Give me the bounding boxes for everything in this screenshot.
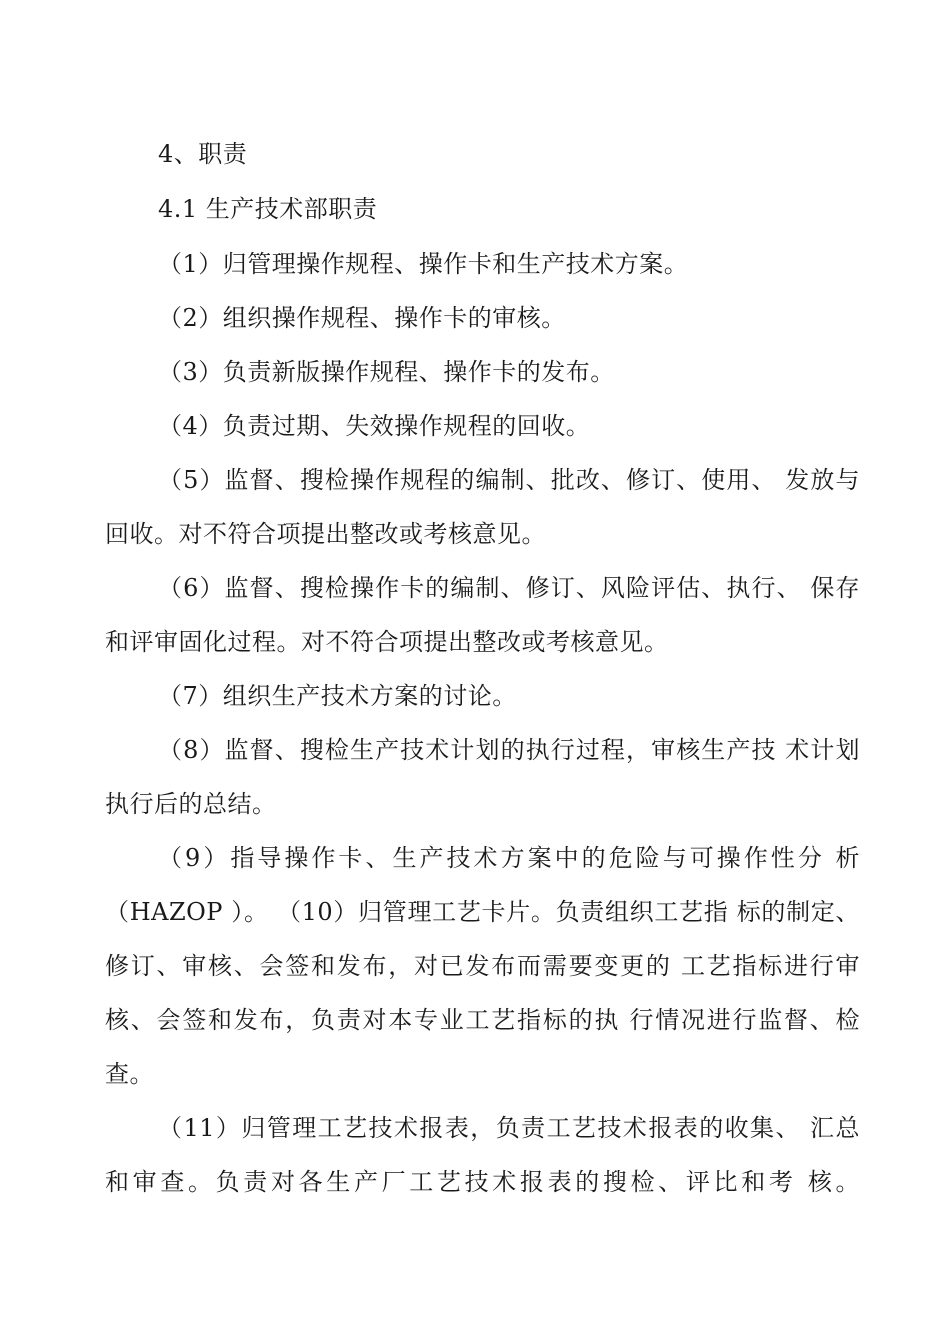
paragraph-line: 查。	[105, 1060, 154, 1088]
paragraph-line: 回收。对不符合项提出整改或考核意见。	[105, 520, 546, 548]
paragraph-line: （6）监督、搜检操作卡的编制、修订、风险评估、执行、 保存	[158, 574, 860, 602]
paragraph-line: 和审查。负责对各生产厂工艺技术报表的搜检、评比和考 核。	[105, 1168, 860, 1196]
paragraph-line: （11）归管理工艺技术报表，负责工艺技术报表的收集、 汇总	[158, 1114, 860, 1142]
paragraph-line: （4）负责过期、失效操作规程的回收。	[158, 412, 591, 440]
subsection-heading: 4.1 生产技术部职责	[158, 195, 378, 223]
paragraph-line: 修订、审核、会签和发布，对已发布而需要变更的 工艺指标进行审	[105, 952, 860, 980]
paragraph-line: （9）指导操作卡、生产技术方案中的危险与可操作性分 析	[158, 844, 860, 872]
paragraph-line: （HAZOP ）。 （10）归管理工艺卡片。负责组织工艺指 标的制定、	[105, 898, 860, 926]
paragraph-line: （1）归管理操作规程、操作卡和生产技术方案。	[158, 250, 689, 278]
paragraph-line: （8）监督、搜检生产技术计划的执行过程，审核生产技 术计划	[158, 736, 860, 764]
paragraph-line: （7）组织生产技术方案的讨论。	[158, 682, 517, 710]
paragraph-line: （3）负责新版操作规程、操作卡的发布。	[158, 358, 615, 386]
paragraph-line: （2）组织操作规程、操作卡的审核。	[158, 304, 566, 332]
paragraph-line: 核、会签和发布，负责对本专业工艺指标的执 行情况进行监督、检	[105, 1006, 860, 1034]
paragraph-line: （5）监督、搜检操作规程的编制、批改、修订、使用、 发放与	[158, 466, 860, 494]
section-heading: 4、职责	[158, 140, 248, 168]
paragraph-line: 执行后的总结。	[105, 790, 277, 818]
paragraph-line: 和评审固化过程。对不符合项提出整改或考核意见。	[105, 628, 669, 656]
